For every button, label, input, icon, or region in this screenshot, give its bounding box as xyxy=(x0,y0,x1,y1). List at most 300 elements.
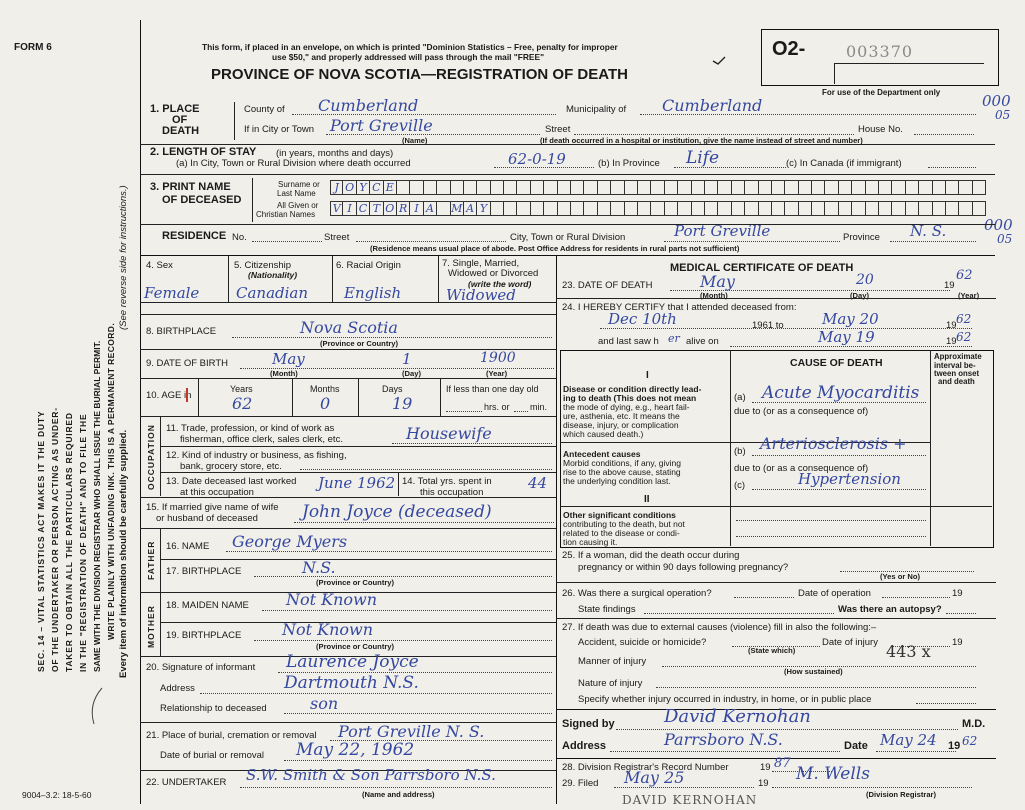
q27-label: 27. If death was due to external causes (violence) fill in also the following:– xyxy=(562,622,877,633)
letter-box[interactable]: O xyxy=(384,201,397,216)
age-days-label: Days xyxy=(382,384,403,394)
letter-box[interactable] xyxy=(732,180,745,195)
stay-a-label: (a) In City, Town or Rural Division where death occurred xyxy=(176,158,411,169)
given-label-2: Christian Names xyxy=(256,210,316,219)
signed-by-label: Signed by xyxy=(562,718,615,730)
letter-box[interactable] xyxy=(812,180,825,195)
death-year-prefix: 19 xyxy=(944,280,955,291)
antecedent-text-3: rise to the above cause, stating xyxy=(563,467,681,477)
stay-c-label: (c) In Canada (if immigrant) xyxy=(786,158,902,169)
letter-box[interactable] xyxy=(906,180,919,195)
letter-box[interactable] xyxy=(973,180,986,195)
letter-box[interactable] xyxy=(651,201,664,216)
letter-box[interactable] xyxy=(517,201,530,216)
age-years-value[interactable]: 62 xyxy=(232,394,253,413)
q14-label-2: this occupation xyxy=(420,487,484,498)
letter-box[interactable] xyxy=(665,201,678,216)
attended-to[interactable]: May 20 xyxy=(822,310,879,328)
spouse-label-2: or husband of deceased xyxy=(156,513,258,524)
father-name-label: 16. NAME xyxy=(166,541,210,552)
letter-box[interactable] xyxy=(772,201,785,216)
statute-line-4: IN THE "REGISTRATION OF DEATH" AND TO FILE THE xyxy=(78,413,88,672)
minutes-label: min. xyxy=(530,402,548,412)
letter-box[interactable] xyxy=(678,201,691,216)
last-saw-her[interactable]: er xyxy=(668,332,680,345)
interval-label-1: Approximate xyxy=(934,352,982,361)
county-label: County of xyxy=(244,104,285,115)
antecedent-text-2: Morbid conditions, if any, giving xyxy=(563,458,681,468)
letter-box[interactable]: V xyxy=(330,201,343,216)
dob-label: 9. DATE OF BIRTH xyxy=(146,358,228,369)
center-divider xyxy=(556,256,557,804)
statute-line-6: WRITE PLAINLY WITH UNFADING INK. THIS IS A PERMANENT RECORD. xyxy=(106,322,116,640)
registrar-record-label: 28. Division Registrar's Record Number xyxy=(562,762,729,773)
mother-maiden-label: 18. MAIDEN NAME xyxy=(166,600,249,611)
letter-box[interactable] xyxy=(584,180,597,195)
municipality-value[interactable]: Cumberland xyxy=(662,96,763,115)
last-saw-year[interactable]: 62 xyxy=(956,330,972,344)
letter-box[interactable] xyxy=(410,180,423,195)
letter-box[interactable] xyxy=(558,201,571,216)
marital-label-3: (write the word) xyxy=(468,279,532,289)
letter-box[interactable] xyxy=(598,201,611,216)
racial-origin-value[interactable]: English xyxy=(344,284,402,302)
margin-code-1: 000 xyxy=(982,92,1011,110)
letter-box[interactable] xyxy=(933,201,946,216)
how-sustained-caption: (How sustained) xyxy=(784,667,843,676)
specify-label: Specify whether injury occurred in industry, in home, or in public place xyxy=(578,694,872,705)
filed-year-prefix: 19 xyxy=(758,778,769,789)
letter-box[interactable] xyxy=(692,180,705,195)
letter-box[interactable]: A xyxy=(464,201,477,216)
letter-box[interactable] xyxy=(611,201,624,216)
mailing-notice-line1: This form, if placed in an envelope, on which is printed "Dominion Statistics – Free, penalty for improper xyxy=(202,42,618,52)
letter-box[interactable] xyxy=(638,180,651,195)
letter-box[interactable] xyxy=(451,180,464,195)
letter-box[interactable] xyxy=(919,180,932,195)
attended-to-year[interactable]: 62 xyxy=(956,312,972,326)
red-check-mark xyxy=(186,388,194,402)
letter-box[interactable]: E xyxy=(384,180,397,195)
date-of-death-label: 23. DATE OF DEATH xyxy=(562,280,653,291)
undertaker-value[interactable]: S.W. Smith & Son Parrsboro N.S. xyxy=(246,766,496,784)
cause-a-text-6: which caused death.) xyxy=(563,429,644,439)
signed-date-label: Date xyxy=(844,740,868,752)
part-ii-label: II xyxy=(644,494,650,505)
house-label: House No. xyxy=(858,124,903,135)
marital-label-2: Widowed or Divorced xyxy=(448,268,539,279)
check-tick-mark xyxy=(712,56,726,66)
cause-a-text-3: the mode of dying, e.g., heart fail- xyxy=(563,402,690,412)
letter-box[interactable] xyxy=(732,201,745,216)
attended-to-prefix: 19 xyxy=(946,320,957,331)
informant-sig-label: 20. Signature of informant xyxy=(146,662,256,673)
letter-box[interactable] xyxy=(544,201,557,216)
letter-box[interactable] xyxy=(745,180,758,195)
letter-box[interactable]: Y xyxy=(357,180,370,195)
letter-box[interactable] xyxy=(959,180,972,195)
letter-box[interactable] xyxy=(799,201,812,216)
q25-label-2: pregnancy or within 90 days following pregnancy? xyxy=(578,562,789,573)
cause-b-mark: (b) xyxy=(734,446,746,457)
alive-on-label: alive on xyxy=(686,336,719,347)
q25-label: 25. If a woman, did the death occur during xyxy=(562,550,740,561)
citizenship-sub: (Nationality) xyxy=(248,270,298,280)
letter-box[interactable] xyxy=(772,180,785,195)
residence-city-value[interactable]: Port Greville xyxy=(674,222,771,240)
informant-address-value[interactable]: Dartmouth N.S. xyxy=(284,673,419,693)
residence-province-value[interactable]: N. S. xyxy=(910,222,947,240)
interval-label-4: and death xyxy=(938,377,975,386)
form-title: PROVINCE OF NOVA SCOTIA—REGISTRATION OF DEATH xyxy=(211,66,628,83)
father-birthplace-caption: (Province or Country) xyxy=(316,578,395,587)
dob-day[interactable]: 1 xyxy=(402,350,412,368)
cause-a-value[interactable]: Acute Myocarditis xyxy=(762,383,920,403)
citizenship-label: 5. Citizenship xyxy=(234,260,292,271)
cause-a-mark: (a) xyxy=(734,392,746,403)
letter-box[interactable] xyxy=(705,180,718,195)
letter-box[interactable] xyxy=(839,201,852,216)
residence-street-label: Street xyxy=(324,232,350,243)
letter-box[interactable] xyxy=(397,180,410,195)
dob-year[interactable]: 1900 xyxy=(480,350,516,366)
statute-line-5: SAME WITH THE DIVISION REGISTRAR WHO SHALL ISSUE THE BURIAL PERMIT. xyxy=(92,340,102,672)
letter-box[interactable] xyxy=(464,180,477,195)
letter-box[interactable] xyxy=(866,201,879,216)
informant-address-label: Address xyxy=(160,683,195,694)
instructions-note: (See reverse side for instructions.) xyxy=(118,185,129,330)
letter-box[interactable] xyxy=(718,180,731,195)
letter-box[interactable] xyxy=(852,180,865,195)
residence-no-label: No. xyxy=(232,232,247,243)
mother-birthplace-value[interactable]: Not Known xyxy=(282,620,374,639)
registration-prefix: O2- xyxy=(772,38,806,60)
letter-box[interactable] xyxy=(531,180,544,195)
burial-date-label: Date of burial or removal xyxy=(160,750,265,761)
death-year[interactable]: 62 xyxy=(956,268,973,283)
letter-box[interactable] xyxy=(892,201,905,216)
injury-date-label: Date of injury xyxy=(822,637,878,648)
dob-month-caption: (Month) xyxy=(270,369,298,378)
letter-box[interactable] xyxy=(584,201,597,216)
registrar-record-value[interactable]: 87 xyxy=(774,756,791,771)
filed-date-value[interactable]: May 25 xyxy=(624,768,685,787)
name-caption: (Name) xyxy=(402,136,428,145)
letter-box[interactable] xyxy=(437,201,450,216)
father-vertical-label: FATHER xyxy=(146,540,156,580)
operation-year-prefix: 19 xyxy=(952,588,963,599)
letter-box[interactable] xyxy=(825,201,838,216)
letter-box[interactable] xyxy=(866,180,879,195)
stay-label: 2. LENGTH OF STAY xyxy=(150,146,257,158)
occupation-value[interactable]: Housewife xyxy=(406,424,492,443)
letter-box[interactable] xyxy=(692,201,705,216)
less-than-day-label: If less than one day old xyxy=(446,384,539,394)
name-deceased-label: OF DECEASED xyxy=(162,194,242,206)
letter-box[interactable] xyxy=(718,201,731,216)
attended-label: 24. I HEREBY CERTIFY that I attended deceased from: xyxy=(562,302,797,313)
physician-address-label: Address xyxy=(562,740,607,752)
letter-box[interactable] xyxy=(759,201,772,216)
letter-box[interactable]: A xyxy=(424,201,437,216)
form-number: FORM 6 xyxy=(14,42,52,53)
accident-label: Accident, suicide or homicide? xyxy=(578,637,707,648)
age-years-label: Years xyxy=(230,384,253,394)
age-months-value[interactable]: 0 xyxy=(320,394,331,413)
cause-a-text-5: disease, injury, or complication xyxy=(563,420,679,430)
cause-c-mark: (c) xyxy=(734,480,746,491)
careful-note: Every item of information should be carefully supplied. xyxy=(118,429,129,678)
cause-a-text-1: Disease or condition directly lead- xyxy=(563,384,702,394)
letter-box[interactable]: Y xyxy=(477,201,490,216)
due-to-label-1: due to (or as a consequence of) xyxy=(734,406,869,417)
occupation-vertical-label: OCCUPATION xyxy=(146,424,156,490)
letter-box[interactable] xyxy=(946,201,959,216)
letter-box[interactable] xyxy=(879,180,892,195)
dob-day-caption: (Day) xyxy=(402,369,421,378)
letter-box[interactable] xyxy=(839,180,852,195)
letter-box[interactable]: C xyxy=(357,201,370,216)
q13-label: 13. Date deceased last worked xyxy=(166,476,297,487)
stay-sub: (in years, months and days) xyxy=(276,148,394,159)
registration-number: 003370 xyxy=(846,42,914,61)
letter-box[interactable]: M xyxy=(451,202,463,215)
operation-date-label: Date of operation xyxy=(798,588,871,599)
statute-line-3: TAKER TO OBTAIN ALL THE PARTICULARS REQUIRED xyxy=(64,412,74,672)
margin-code-2: 000 xyxy=(984,216,1013,234)
last-worked-value[interactable]: June 1962 xyxy=(318,474,396,492)
statute-line-1: SEC. 14 – VITAL STATISTICS ACT MAKES IT THE DUTY xyxy=(36,410,46,672)
q11-label: 11. Trade, profession, or kind of work as xyxy=(166,423,335,434)
q26-label: 26. Was there a surgical operation? xyxy=(562,588,712,599)
residence-note: (Residence means usual place of abode. Post Office Address for residents in rural parts not sufficient) xyxy=(370,244,740,253)
letter-box[interactable] xyxy=(491,180,504,195)
letter-box[interactable] xyxy=(504,201,517,216)
letter-box[interactable] xyxy=(611,180,624,195)
department-use-note: For use of the Department only xyxy=(822,88,941,97)
letter-box[interactable] xyxy=(959,201,972,216)
part-i-label: I xyxy=(646,370,649,381)
letter-box[interactable] xyxy=(799,180,812,195)
signed-year-value[interactable]: 62 xyxy=(962,734,978,748)
informant-signature[interactable]: Laurence Joyce xyxy=(286,652,419,672)
father-name-value[interactable]: George Myers xyxy=(232,532,348,551)
letter-box[interactable] xyxy=(879,201,892,216)
handwritten-doctor-name: DAVID KERNOHAN xyxy=(622,793,758,807)
death-month-caption: (Month) xyxy=(700,291,728,300)
letter-box[interactable]: O xyxy=(343,180,356,195)
physician-address-value[interactable]: Parrsboro N.S. xyxy=(664,730,783,749)
medical-heading: MEDICAL CERTIFICATE OF DEATH xyxy=(670,262,854,274)
letter-box[interactable] xyxy=(598,180,611,195)
place-death-label: DEATH xyxy=(162,125,200,137)
q12-label: 12. Kind of industry or business, as fishing, xyxy=(166,450,347,461)
letter-box[interactable] xyxy=(437,180,450,195)
cause-heading: CAUSE OF DEATH xyxy=(790,357,883,369)
letter-box[interactable]: I xyxy=(343,201,356,216)
division-registrar-signature[interactable]: M. Wells xyxy=(796,764,870,784)
attended-from[interactable]: Dec 10th xyxy=(608,310,677,328)
dob-year-caption: (Year) xyxy=(486,369,508,378)
letter-box[interactable] xyxy=(812,201,825,216)
other-conditions-text-4: tion causing it. xyxy=(563,537,618,547)
letter-box[interactable] xyxy=(933,180,946,195)
q11-label-2: fisherman, office clerk, sales clerk, etc. xyxy=(180,434,343,445)
stay-b-label: (b) In Province xyxy=(598,158,660,169)
letter-box[interactable] xyxy=(491,201,504,216)
letter-box[interactable] xyxy=(424,180,437,195)
stay-b-value[interactable]: Life xyxy=(686,148,720,168)
letter-box[interactable] xyxy=(477,180,490,195)
letter-box[interactable] xyxy=(558,180,571,195)
letter-box[interactable] xyxy=(852,201,865,216)
state-which-caption: (State which) xyxy=(748,646,796,655)
last-saw-date[interactable]: May 19 xyxy=(818,328,875,346)
letter-box[interactable] xyxy=(745,201,758,216)
physician-signature[interactable]: David Kernohan xyxy=(664,706,811,727)
street-label: Street xyxy=(545,124,571,135)
letter-box[interactable] xyxy=(625,201,638,216)
last-saw-prefix: 19 xyxy=(946,336,957,347)
spouse-value[interactable]: John Joyce (deceased) xyxy=(302,502,492,522)
autopsy-label: Was there an autopsy? xyxy=(838,604,942,615)
record-year-prefix: 19 xyxy=(760,762,771,773)
letter-box[interactable] xyxy=(906,201,919,216)
death-year-caption: (Year) xyxy=(958,291,980,300)
letter-box[interactable] xyxy=(759,180,772,195)
margin-code-1b: 05 xyxy=(995,108,1011,122)
burial-place-label: 21. Place of burial, cremation or removal xyxy=(146,730,317,741)
manner-code-value[interactable]: 443 x xyxy=(886,642,931,661)
letter-box[interactable] xyxy=(517,180,530,195)
due-to-label-2: due to (or as a consequence of) xyxy=(734,463,869,474)
surname-letter-boxes[interactable] xyxy=(330,180,986,195)
letter-box[interactable] xyxy=(504,180,517,195)
q12-label-2: bank, grocery store, etc. xyxy=(180,461,282,472)
residence-label: RESIDENCE xyxy=(162,230,227,242)
letter-box[interactable]: C xyxy=(370,180,383,195)
letter-box[interactable] xyxy=(946,180,959,195)
division-registrar-caption: (Division Registrar) xyxy=(866,790,937,799)
mother-birthplace-caption: (Province or Country) xyxy=(316,642,395,651)
burial-date-value[interactable]: May 22, 1962 xyxy=(296,740,415,760)
letter-box[interactable]: R xyxy=(397,201,410,216)
place-label: 1. PLACE xyxy=(150,103,200,115)
father-birthplace-value[interactable]: N.S. xyxy=(302,558,336,577)
residence-city-label: City, Town or Rural Division xyxy=(510,232,626,243)
cause-a-text-4: ure, asthenia, etc. It means the xyxy=(563,411,680,421)
city-value[interactable]: Port Greville xyxy=(330,116,433,135)
antecedent-text-1: Antecedent causes xyxy=(563,449,641,459)
marital-value[interactable]: Widowed xyxy=(446,286,516,304)
signed-date-value[interactable]: May 24 xyxy=(880,731,937,749)
letter-box[interactable] xyxy=(625,180,638,195)
age-label: 10. AGE in xyxy=(146,390,192,401)
death-month[interactable]: May xyxy=(700,272,735,291)
burial-place-value[interactable]: Port Greville N. S. xyxy=(338,722,485,741)
md-label: M.D. xyxy=(962,718,986,730)
hours-label: hrs. or xyxy=(484,402,510,412)
mother-birthplace-label: 19. BIRTHPLACE xyxy=(166,630,242,641)
interval-label-3: tween onset xyxy=(934,369,980,378)
cause-c-value[interactable]: Hypertension xyxy=(798,470,901,488)
city-label: If in City or Town xyxy=(244,124,315,135)
death-day-caption: (Day) xyxy=(850,291,869,300)
letter-box[interactable] xyxy=(531,201,544,216)
letter-box[interactable]: J xyxy=(330,180,343,195)
racial-origin-label: 6. Racial Origin xyxy=(336,260,401,271)
mother-maiden-value[interactable]: Not Known xyxy=(286,590,378,609)
letter-box[interactable] xyxy=(892,180,905,195)
letter-box[interactable] xyxy=(638,201,651,216)
county-value[interactable]: Cumberland xyxy=(318,96,419,115)
sex-label: 4. Sex xyxy=(146,260,173,271)
name-label: 3. PRINT NAME xyxy=(150,181,231,193)
undertaker-caption: (Name and address) xyxy=(362,790,435,799)
form-print-code: 9004–3.2: 18-5-60 xyxy=(22,790,92,800)
death-day[interactable]: 20 xyxy=(856,272,874,288)
hospital-note: (If death occurred in a hospital or institution, give the name instead of street and number) xyxy=(540,136,863,145)
surname-label: Surname or xyxy=(278,180,320,189)
surname-label-2: Last Name xyxy=(277,189,316,198)
birthplace-label: 8. BIRTHPLACE xyxy=(146,326,217,337)
letter-box[interactable] xyxy=(705,201,718,216)
mother-vertical-label: MOTHER xyxy=(146,605,156,648)
birthplace-value[interactable]: Nova Scotia xyxy=(300,318,398,337)
mailing-notice-line2: use $50," and properly addressed will pass through the mail "FREE" xyxy=(272,52,545,62)
q13-label-2: at this occupation xyxy=(180,487,254,498)
attended-from-year: 1961 to xyxy=(752,320,784,331)
letter-box[interactable] xyxy=(544,180,557,195)
other-conditions-text-3: related to the disease or condi- xyxy=(563,528,680,538)
total-years-value[interactable]: 44 xyxy=(528,474,548,492)
citizenship-value[interactable]: Canadian xyxy=(236,284,309,302)
last-saw-label: and last saw h xyxy=(598,336,659,347)
letter-box[interactable] xyxy=(919,201,932,216)
statute-line-2: OF THE UNDERTAKER OR PERSON ACTING AS UNDER- xyxy=(50,407,60,672)
letter-box[interactable] xyxy=(571,201,584,216)
letter-box[interactable] xyxy=(785,201,798,216)
letter-box[interactable] xyxy=(973,201,986,216)
given-names-letter-boxes[interactable] xyxy=(330,201,986,216)
age-days-value[interactable]: 19 xyxy=(392,394,413,413)
letter-box[interactable] xyxy=(825,180,838,195)
letter-box[interactable]: T xyxy=(370,201,383,216)
dob-month[interactable]: May xyxy=(272,350,305,368)
manner-label: Manner of injury xyxy=(578,656,647,667)
letter-box[interactable]: I xyxy=(410,201,423,216)
margin-code-2b: 05 xyxy=(997,232,1013,246)
cause-b-value[interactable]: Arteriosclerosis + xyxy=(760,434,907,453)
stay-a-value[interactable]: 62-0-19 xyxy=(508,150,566,168)
letter-box[interactable] xyxy=(665,180,678,195)
letter-box[interactable] xyxy=(678,180,691,195)
antecedent-text-4: the underlying condition last. xyxy=(563,476,671,486)
letter-box[interactable] xyxy=(651,180,664,195)
q14-label: 14. Total yrs. spent in xyxy=(402,476,492,487)
undertaker-label: 22. UNDERTAKER xyxy=(146,777,227,788)
sex-value[interactable]: Female xyxy=(144,284,200,302)
nature-label: Nature of injury xyxy=(578,678,643,689)
left-frame-rule xyxy=(140,20,141,804)
letter-box[interactable] xyxy=(785,180,798,195)
age-months-label: Months xyxy=(310,384,340,394)
relationship-value[interactable]: son xyxy=(310,694,339,713)
letter-box[interactable] xyxy=(571,180,584,195)
injury-year-prefix: 19 xyxy=(952,637,963,648)
cause-a-text-2: ing to death (This does not mean xyxy=(563,393,697,403)
municipality-label: Municipality of xyxy=(566,104,627,115)
